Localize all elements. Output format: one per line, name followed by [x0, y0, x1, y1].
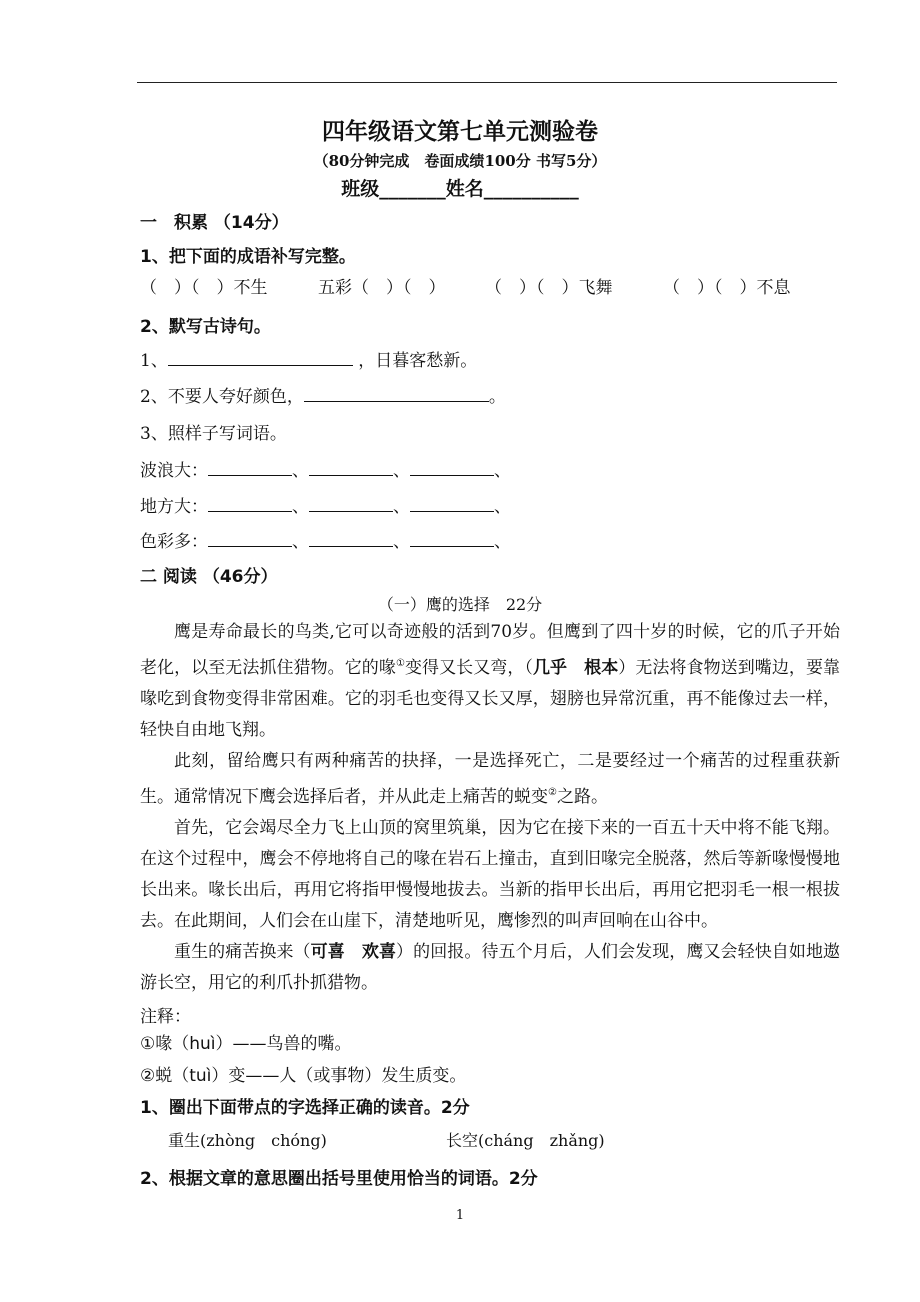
word-blank[interactable]	[208, 457, 292, 476]
poem-line-2-text: 2、不要人夸好颜色，	[140, 387, 304, 407]
section2-heading: 二 阅读 （46分）	[140, 567, 278, 587]
p4-text-b: ）的回报。待五个月后，人们会发现，鹰又会轻快自如地遨游长空，用它的利爪扑抓猎物。	[140, 942, 841, 993]
word-sep: 、	[393, 532, 410, 552]
poem-line-1-num: 1、	[140, 351, 168, 371]
s2-q2-prompt: 2、根据文章的意思圈出括号里使用恰当的词语。2分	[140, 1169, 538, 1189]
word-blank[interactable]	[309, 493, 393, 512]
poem-line-2-end: 。	[488, 387, 506, 407]
word-sep: 、	[393, 461, 410, 481]
section1-heading: 一 积累 （14分）	[140, 213, 289, 233]
page-number: 1	[455, 1208, 465, 1223]
idiom-item-4: （ ）（ ）不息	[663, 278, 791, 298]
p2-text-b: 之路。	[556, 787, 608, 807]
class-name-line	[0, 174, 920, 201]
idiom-item-1: （ ）（ ）不生	[140, 278, 268, 298]
name-blank: __________	[483, 178, 579, 200]
word-blank[interactable]	[410, 528, 494, 547]
passage-paragraph-1	[140, 617, 840, 746]
word-blank[interactable]	[208, 493, 292, 512]
p1-text-c: ）无法将食物送到嘴边，要靠喙吃到食物变得非常困难。它的羽毛也变得又长又厚，翅膀也异常沉重，再不能像过去一样，轻快自由地飞翔。	[140, 658, 841, 740]
word-blank[interactable]	[208, 528, 292, 547]
footnote-mark-2: ②	[548, 787, 557, 798]
passage-body	[140, 617, 840, 999]
pinyin-choice-2[interactable]: 长空(cháng zhǎng)	[446, 1131, 605, 1150]
word-sep: 、	[494, 461, 511, 481]
s1-q1-prompt: 1、把下面的成语补写完整。	[140, 247, 356, 267]
class-label: 班级	[341, 178, 380, 200]
notes-label: 注释：	[140, 1007, 191, 1027]
s1-q2-prompt: 2、默写古诗句。	[140, 317, 271, 337]
word-sep: 、	[292, 461, 309, 481]
s2-q1-prompt: 1、圈出下面带点的字选择正确的读音。2分	[140, 1098, 470, 1118]
word-blank[interactable]	[309, 528, 393, 547]
p1-text-b: 变得又长又弯，（	[404, 658, 533, 678]
word-row-1-label: 波浪大：	[140, 461, 208, 481]
poem-line-1-text: ，日暮客愁新。	[358, 351, 478, 371]
word-row-2-label: 地方大：	[140, 497, 208, 517]
word-blank[interactable]	[309, 457, 393, 476]
note-1: ①喙（huì）——鸟兽的嘴。	[140, 1034, 352, 1054]
passage-paragraph-2	[140, 746, 840, 813]
word-sep: 、	[393, 497, 410, 517]
word-sep: 、	[494, 532, 511, 552]
word-blank[interactable]	[410, 493, 494, 512]
word-choice-1[interactable]: 几乎 根本	[532, 658, 619, 678]
idiom-item-2: 五彩（ ）（ ）	[318, 278, 446, 298]
word-blank[interactable]	[410, 457, 494, 476]
word-choice-2[interactable]: 可喜 欢喜	[310, 942, 397, 962]
class-blank: _______	[379, 178, 446, 200]
word-row-3-label: 色彩多：	[140, 532, 208, 552]
word-row-1	[140, 456, 511, 481]
poem-blank-2[interactable]	[304, 383, 489, 402]
p1-text-a: 鹰是寿命最长的鸟类,它可以奇迹般的活到70岁。但鹰到了四十岁的时候，它的爪子开始老化，以至无法抓住猎物。它的喙	[140, 622, 840, 678]
passage-title: （一）鹰的选择 22分	[377, 595, 543, 614]
header-rule	[137, 82, 837, 83]
passage-paragraph-3: 首先，它会竭尽全力飞上山顶的窝里筑巢，因为它在接下来的一百五十天中将不能飞翔。在这个过程中，鹰会不停地将自己的喙在岩石上撞击，直到旧喙完全脱落，然后等新喙慢慢地长出来。喙长出后，再用它将指甲慢慢地拔去。当新的指甲长出后，再用它把羽毛一根一根拔去。在此期间，人们会在山崖下，清楚地听见，鹰惨烈的叫声回响在山谷中。	[140, 818, 840, 931]
word-sep: 、	[292, 497, 309, 517]
footnote-mark-1: ①	[395, 658, 405, 669]
idiom-item-3: （ ）（ ）飞舞	[485, 278, 613, 298]
subtitle: （80分钟完成 卷面成绩100分 书写5分）	[313, 152, 607, 170]
word-row-2	[140, 492, 511, 517]
word-row-3	[140, 527, 511, 552]
pinyin-choice-1[interactable]: 重生(zhòng chóng)	[168, 1131, 327, 1150]
word-sep: 、	[494, 497, 511, 517]
poem-line-2	[140, 382, 506, 407]
poem-blank-1[interactable]	[168, 347, 353, 366]
note-2: ②蜕（tuì）变——人（或事物）发生质变。	[140, 1066, 467, 1086]
name-label: 姓名	[445, 178, 484, 200]
poem-line-1	[140, 346, 477, 371]
p2-text-a: 此刻，留给鹰只有两种痛苦的抉择，一是选择死亡，二是要经过一个痛苦的过程重获新生。通常情况下鹰会选择后者，并从此走上痛苦的蜕变	[140, 751, 840, 807]
word-sep: 、	[292, 532, 309, 552]
p4-text-a: 重生的痛苦换来（	[174, 942, 311, 962]
passage-paragraph-4	[140, 937, 840, 999]
page-title: 四年级语文第七单元测验卷	[322, 119, 598, 145]
s1-q3-prompt: 3、照样子写词语。	[140, 424, 287, 444]
